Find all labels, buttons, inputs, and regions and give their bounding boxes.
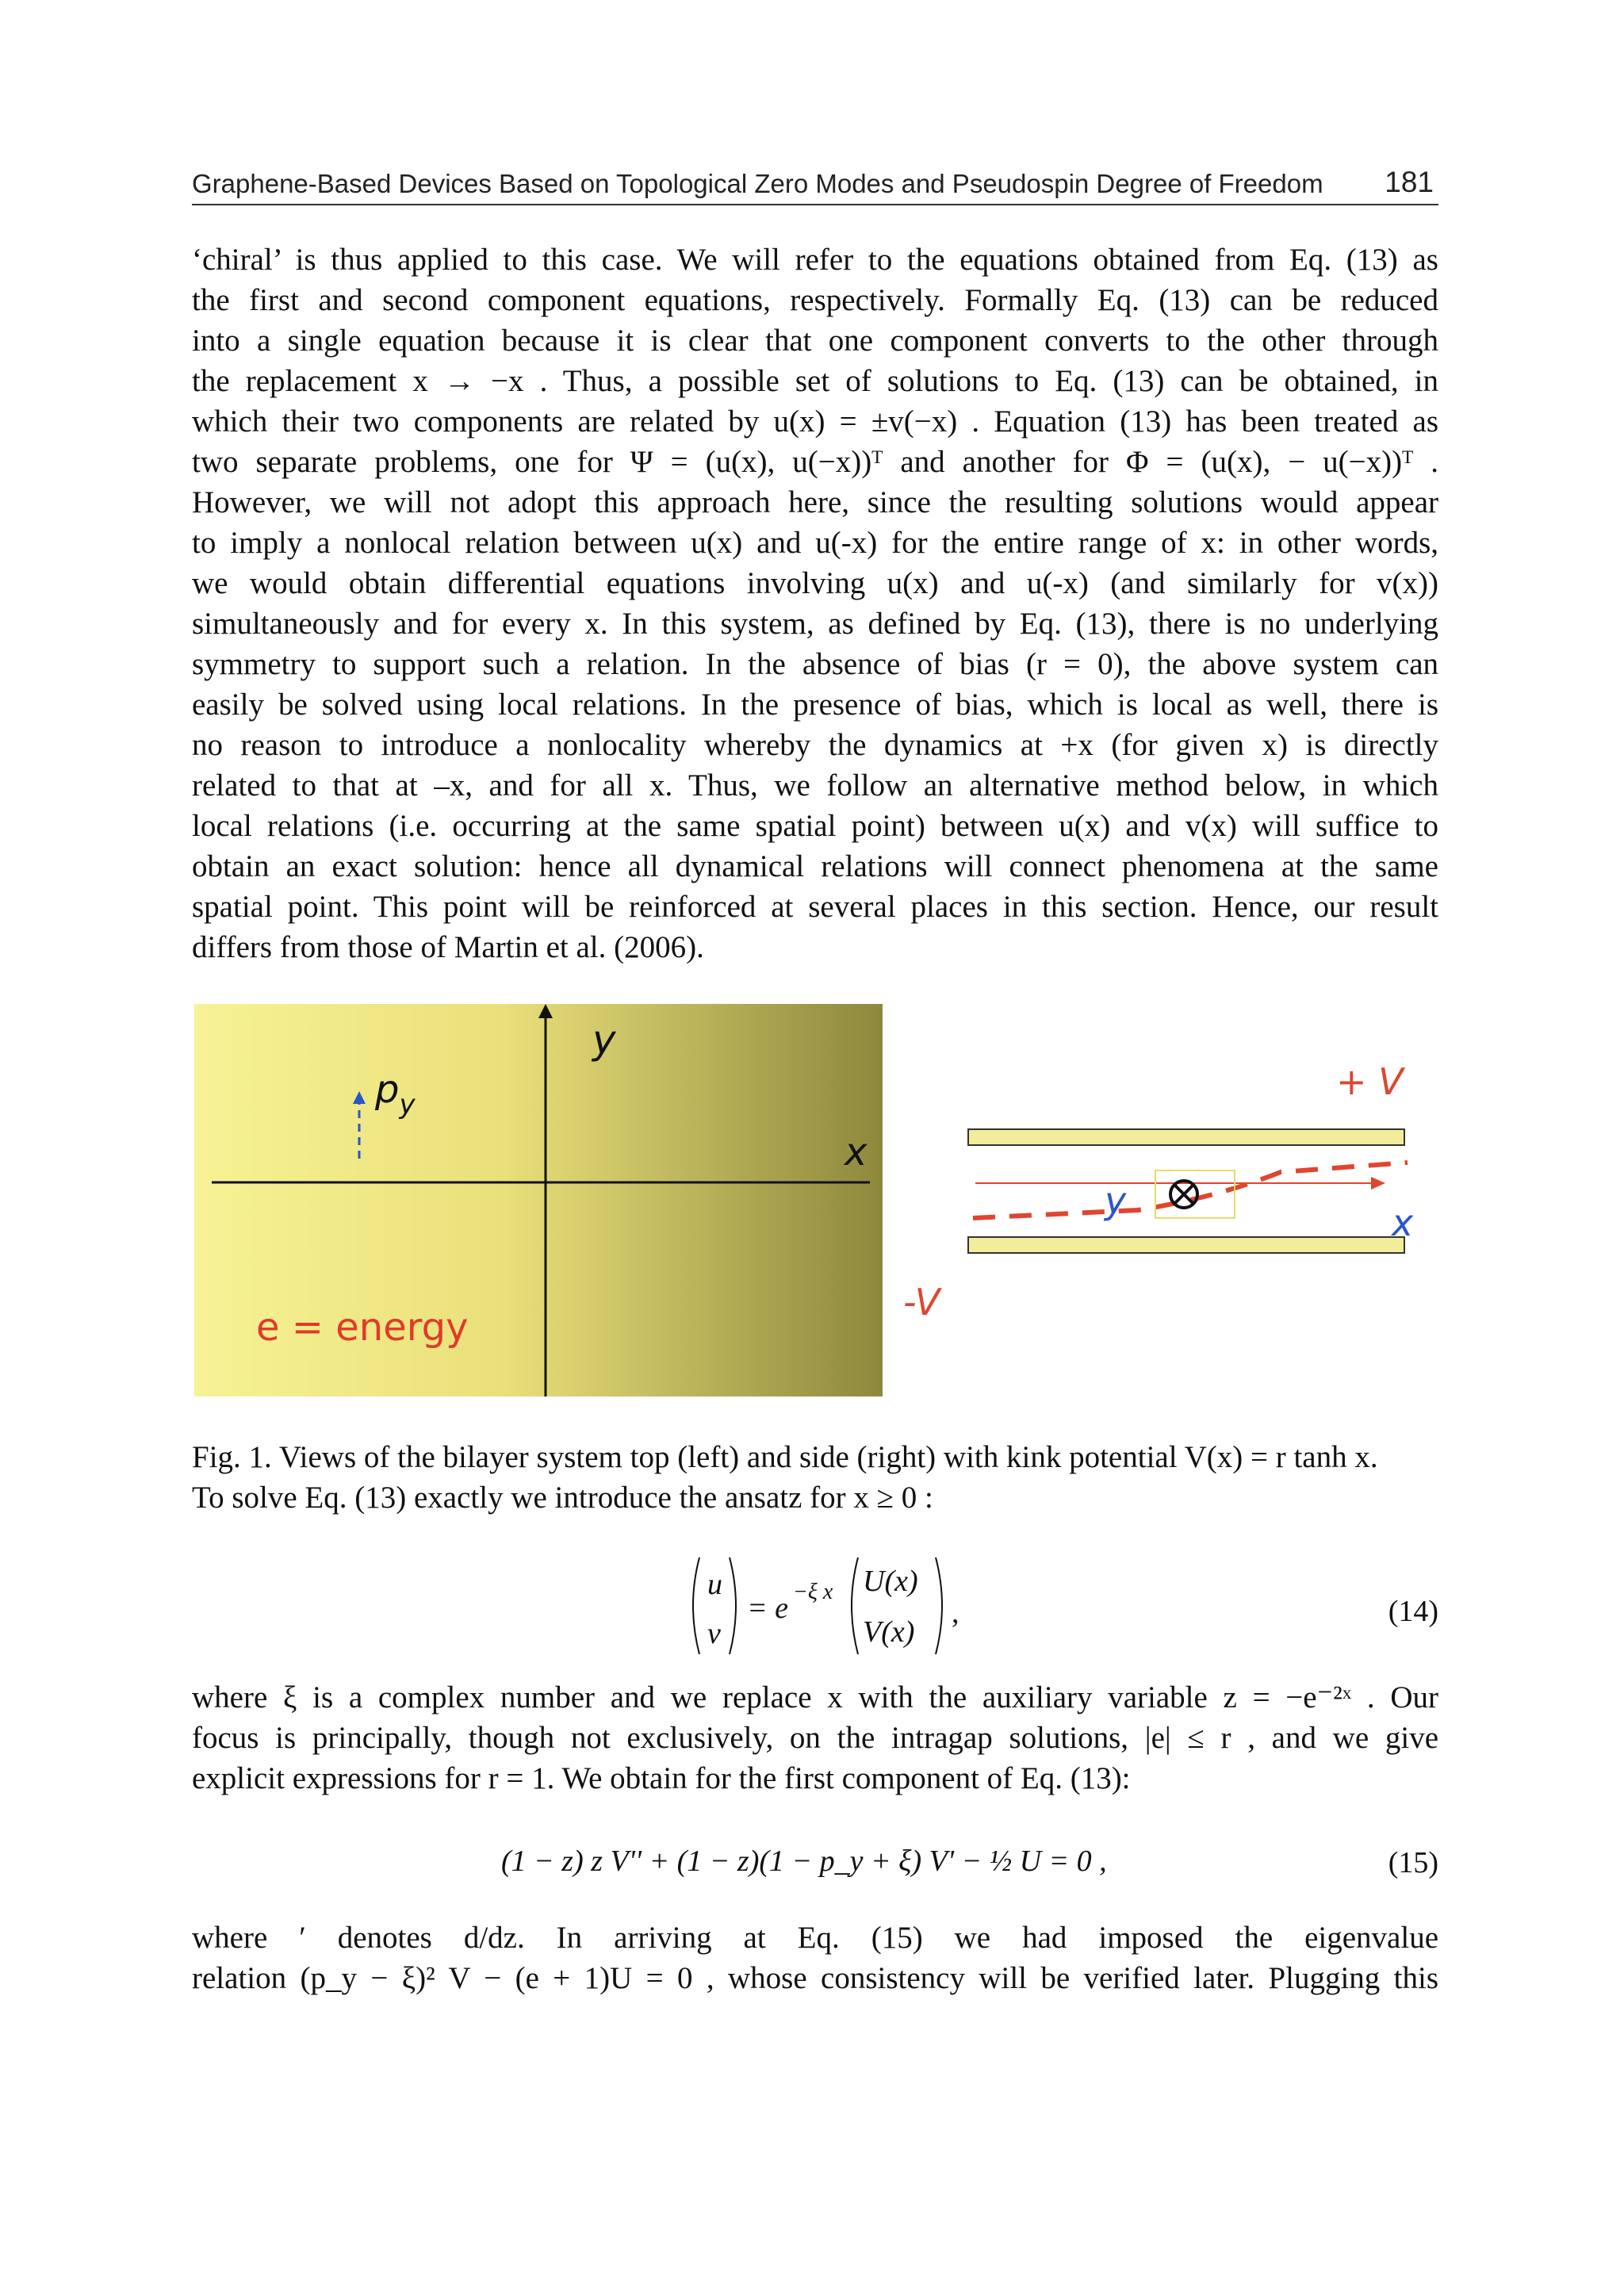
y-label: y (1105, 1179, 1127, 1222)
eq15-number: (15) (1388, 1846, 1438, 1879)
text-line: related to that at –x, and for all x. Thus, we follow an alternative method below, in which (192, 768, 1438, 803)
text-line: which their two components are related by u(x) = ±v(−x) . Equation (13) has been treated as (192, 404, 1438, 439)
text-line: we would obtain differential equations involving u(x) and u(-x) (and similarly for v(x)) (192, 566, 1438, 600)
eq14-lhs-top: u (707, 1568, 722, 1601)
eq14-number: (14) (1388, 1595, 1438, 1628)
text-line: where ξ is a complex number and we replace x with the auxiliary variable z = −e⁻²ˣ . Our (192, 1680, 1438, 1714)
page-number: 181 (1385, 166, 1434, 198)
text-line: symmetry to support such a relation. In the absence of bias (r = 0), the above system can (192, 647, 1438, 681)
eq14-exponent: −ξ x (793, 1580, 833, 1604)
highlight-box (1155, 1170, 1235, 1218)
text-line: the first and second component equations, respectively. Formally Eq. (13) can be reduced (192, 283, 1438, 317)
figure-top-view (194, 1004, 883, 1396)
text-line: explicit expressions for r = 1. We obtain for the first component of Eq. (13): (192, 1761, 1131, 1795)
text-line: ‘chiral’ is thus applied to this case. We will refer to the equations obtained from Eq. (13) as (192, 243, 1438, 277)
minus-v-label: -V (903, 1281, 940, 1324)
top-plate (968, 1129, 1404, 1145)
bottom-plate (968, 1237, 1404, 1253)
eq14-rhs-bottom: V(x) (863, 1615, 915, 1649)
header-title: Graphene-Based Devices Based on Topological Zero Modes and Pseudospin Degree of Freedom (192, 169, 1323, 198)
text-line: the replacement x → −x . Thus, a possible set of solutions to Eq. (13) can be obtained, in (192, 364, 1438, 398)
svg-text:,: , (952, 1596, 959, 1630)
eq14-rhs-top: U(x) (863, 1565, 918, 1598)
text-line: to imply a nonlocal relation between u(x) and u(-x) for the entire range of x: in other words, (192, 526, 1438, 560)
text-line: two separate problems, one for Ψ = (u(x), u(−x))ᵀ and another for Φ = (u(x), − u(−x))ᵀ . (192, 445, 1438, 479)
eq14-middle: = e (747, 1592, 789, 1625)
x-axis-label: x (845, 1130, 868, 1174)
text-line: spatial point. This point will be reinforced at several places in this section. Hence, our result (192, 890, 1438, 924)
paragraph-3 (192, 1917, 1438, 1998)
y-axis-label: y (592, 1017, 616, 1063)
energy-label: e = energy (256, 1305, 469, 1350)
figure-side-view (900, 1063, 1447, 1324)
x-label: x (1392, 1201, 1414, 1244)
text-line: differs from those of Martin et al. (2006). (192, 930, 704, 964)
text-line: local relations (i.e. occurring at the same spatial point) between u(x) and v(x) will suffice to (192, 809, 1438, 843)
text-line: into a single equation because it is clear that one component converts to the other through (192, 324, 1438, 358)
text-line: obtain an exact solution: hence all dynamical relations will connect phenomena at the same (192, 849, 1438, 883)
text-line: where ′ denotes d/dz. In arriving at Eq. (15) we had imposed the eigenvalue (192, 1921, 1438, 1955)
running-header (192, 163, 1438, 205)
text-line: focus is principally, though not exclusively, on the intragap solutions, |e| ≤ r , and we give (192, 1721, 1438, 1755)
text-line: easily be solved using local relations. In the presence of bias, which is local as well, there is (192, 688, 1438, 722)
eq14-lhs-bottom: v (707, 1617, 721, 1650)
text-line: relation (p_y − ξ)² V − (e + 1)U = 0 , whose consistency will be verified later. Plugging this (192, 1961, 1438, 1995)
momentum-label: $p_y$ (375, 1067, 416, 1121)
text-line: simultaneously and for every x. In this system, as defined by Eq. (13), there is no underlying (192, 607, 1438, 641)
ansatz-intro: To solve Eq. (13) exactly we introduce the ansatz for x ≥ 0 : (192, 1481, 933, 1515)
equation-14 (682, 1554, 967, 1657)
current-arrowhead (1371, 1177, 1385, 1190)
equation-15: (1 − z) z V'' + (1 − z)(1 − p_y + ξ) V' − ½ U = 0 , (501, 1845, 1107, 1878)
paragraph-2 (192, 1677, 1438, 1799)
text-line: However, we will not adopt this approach here, since the resulting solutions would appear (192, 485, 1438, 519)
paragraph-1 (192, 239, 1438, 967)
plus-v-label: + V (1336, 1063, 1404, 1103)
text-line: no reason to introduce a nonlocality whereby the dynamics at +x (for given x) is directly (192, 728, 1438, 762)
figure-caption: Fig. 1. Views of the bilayer system top (left) and side (right) with kink potential V(x) = r tanh x. (192, 1440, 1378, 1474)
